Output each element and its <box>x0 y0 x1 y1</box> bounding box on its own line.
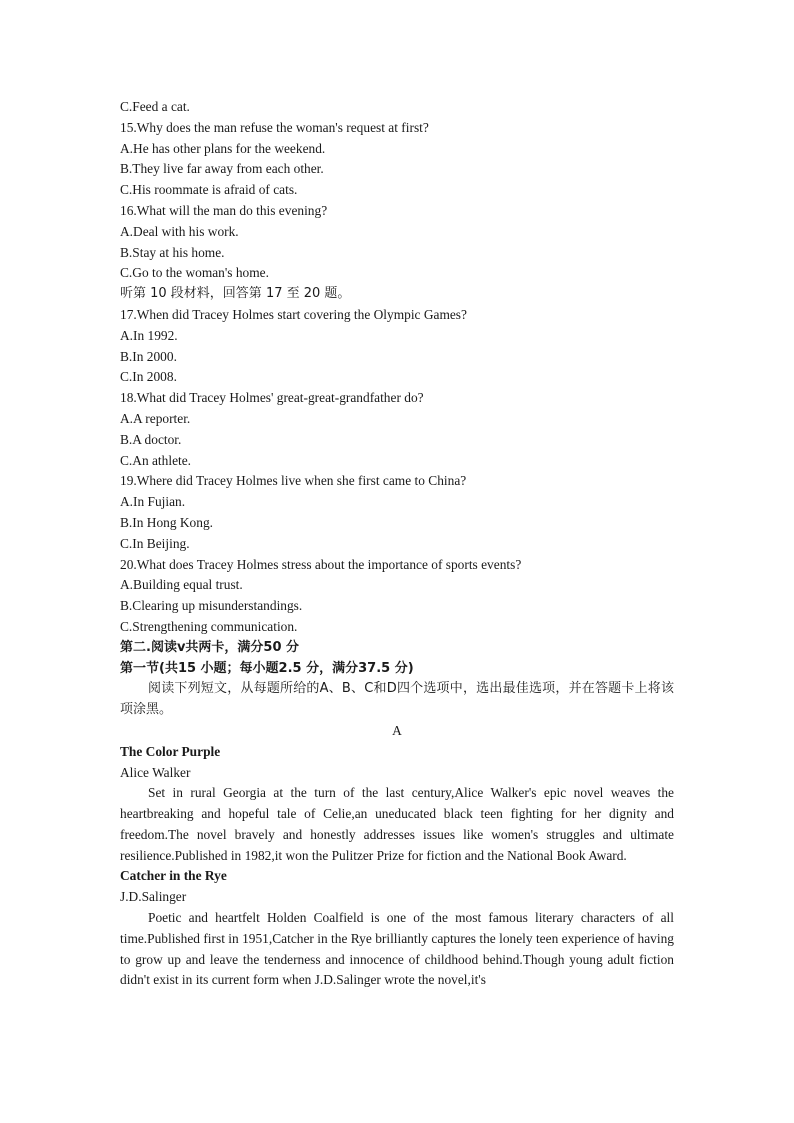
q20-option-c: C.Strengthening communication. <box>120 618 298 634</box>
q18-option-b: B.A doctor. <box>120 431 182 447</box>
q16-option-c: C.Go to the woman's home. <box>120 265 269 281</box>
q15-option-a: A.He has other plans for the weekend. <box>120 140 326 156</box>
book-title: Catcher in the Rye <box>120 868 227 884</box>
part-two-heading: 第二.阅读v共两卡，满分50 分 <box>120 639 300 655</box>
q19-option-b: B.In Hong Kong. <box>120 514 213 530</box>
passage-label: A <box>392 722 402 738</box>
q15-option-c: C.His roommate is afraid of cats. <box>120 182 298 198</box>
q20-question: 20.What does Tracey Holmes stress about the importance of sports events? <box>120 556 522 572</box>
book-description: Set in rural Georgia at the turn of the last century,Alice Walker's epic novel weaves the heartbreaking and hopeful tale of Celie,an uneducated black teen fighting for her dignity and freedom.The novel bravely and honestly addresses issues like women's struggles and ultimate resilience.Published in 1982,it won the Pulitzer Prize for fiction and the National Book Award. <box>120 785 674 863</box>
q19-question: 19.Where did Tracey Holmes live when she first came to China? <box>120 473 467 489</box>
q16-question: 16.What will the man do this evening? <box>120 202 328 218</box>
book-author: Alice Walker <box>120 764 191 780</box>
q19-option-c: C.In Beijing. <box>120 535 190 551</box>
book-description: Poetic and heartfelt Holden Coalfield is one of the most famous literary characters of all time.Published first in 1951,Catcher in the Rye brilliantly captures the lonely teen experience of having to grow up and leave the tenderness and innocence of childhood behind.Though young adult fiction didn't exist in its current form when J.D.Salinger wrote the novel,it's <box>120 910 674 988</box>
q20-option-a: A.Building equal trust. <box>120 577 243 593</box>
q18-option-c: C.An athlete. <box>120 452 192 468</box>
q15-question: 15.Why does the man refuse the woman's request at first? <box>120 119 429 135</box>
q17-option-b: B.In 2000. <box>120 348 177 364</box>
section10-instruction: 听第 10 段材料，回答第 17 至 20 题。 <box>120 286 351 302</box>
book-author: J.D.Salinger <box>120 889 187 905</box>
exam-page <box>120 97 674 991</box>
book-title: The Color Purple <box>120 743 221 759</box>
section-one-heading: 第一节(共15 小题；每小题2.5 分，满分37.5 分) <box>120 660 414 676</box>
q17-option-c: C.In 2008. <box>120 369 177 385</box>
q16-option-a: A.Deal with his work. <box>120 223 239 239</box>
q16-option-b: B.Stay at his home. <box>120 244 225 260</box>
q18-question: 18.What did Tracey Holmes' great-great-grandfather do? <box>120 390 424 406</box>
q20-option-b: B.Clearing up misunderstandings. <box>120 598 303 614</box>
q14-option-c: C.Feed a cat. <box>120 99 190 114</box>
q17-option-a: A.In 1992. <box>120 327 178 343</box>
q15-option-b: B.They live far away from each other. <box>120 161 324 177</box>
q17-question: 17.When did Tracey Holmes start covering the Olympic Games? <box>120 306 467 322</box>
reading-instruction: 阅读下列短文，从每题所给的A、B、C和D四个选项中，选出最佳选项，并在答题卡上将该项涂黑。 <box>120 681 674 718</box>
q18-option-a: A.A reporter. <box>120 410 191 426</box>
q19-option-a: A.In Fujian. <box>120 494 186 510</box>
